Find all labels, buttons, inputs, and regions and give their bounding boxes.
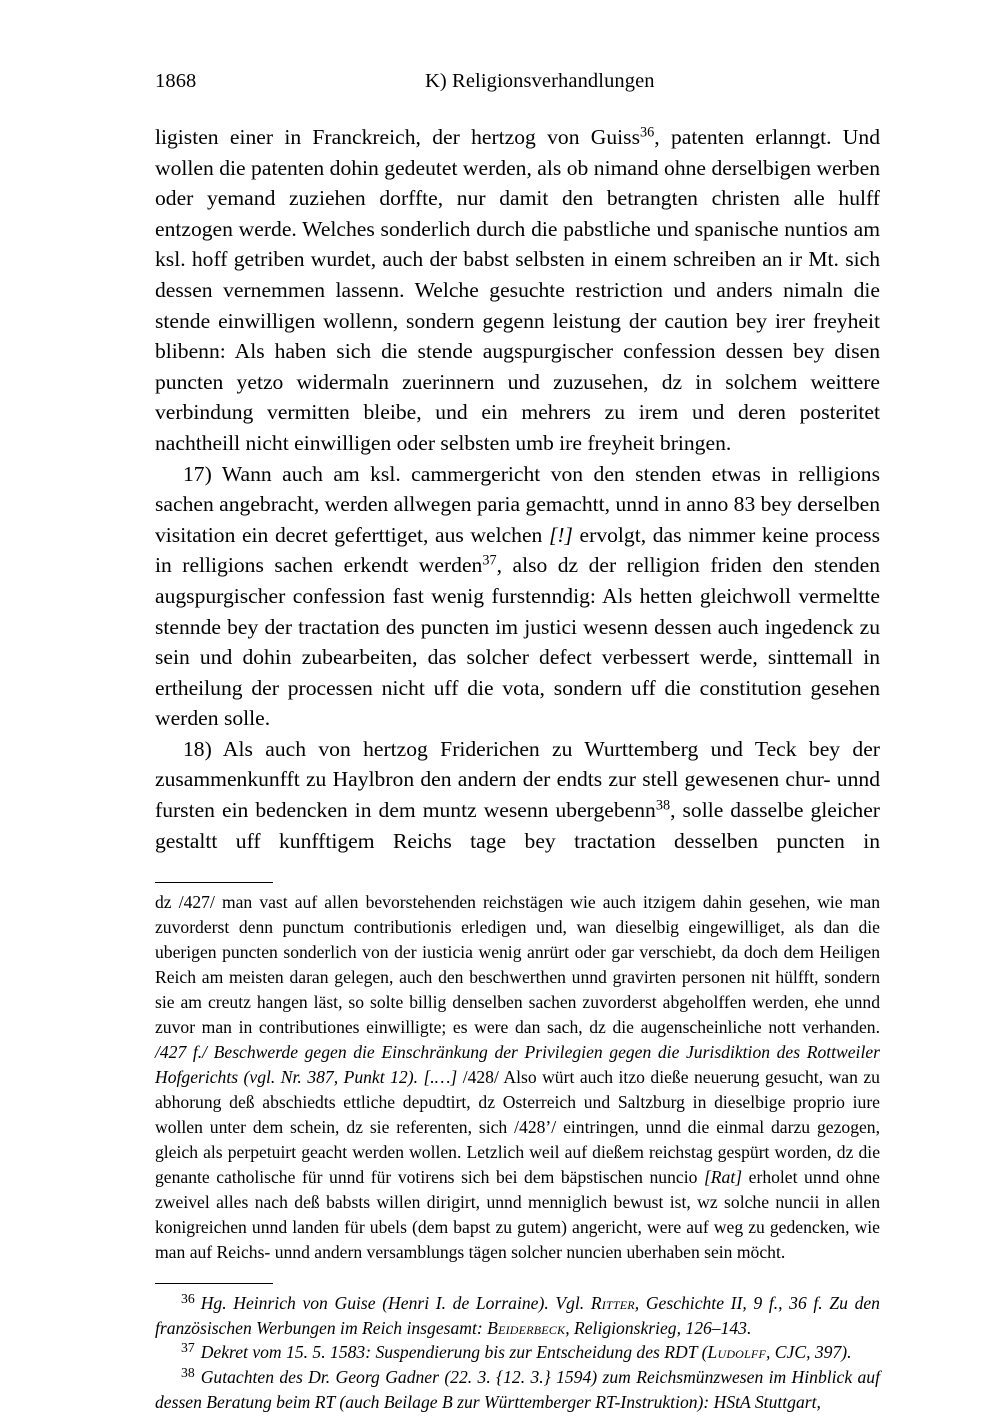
fn-cont-seg5: erholet unnd ohne zweivel alles nach deß babsts willen dirigirt, unnd menniglich bewust ist, wz solche nuncii in allen konigreichen unnd landen für ubels (dem bapst zu gutem) angericht, were auf weg zu gedencken, wie man auf Reichs- unnd andern versamblungs tägen solcher nuncien uberhaben sein möcht. (155, 1167, 880, 1263)
footnote-number-37: 37 (181, 1340, 195, 1356)
fn-cont-seg2-italic: /427 f./ Beschwerde gegen die Einschränkung der Privilegien gegen die Jurisdiktion des Rottweiler Hofgerichts (vgl. Nr. 387, Punkt 12). [.…] (155, 1042, 880, 1088)
body-text (155, 122, 880, 856)
para-17-part1: 17) Wann auch am ksl. cammergericht von den stenden etwas in relligions sachen angebracht, werden allwegen paria gemachtt, unnd in anno 83 bey derselben visitation ein decret geferttiget, aus welchen (155, 461, 880, 547)
fn36-seg1: Hg. Heinrich von Guise (Henri I. de Lorraine). Vgl. (200, 1293, 591, 1314)
paragraph-17 (155, 459, 880, 734)
fn-cont-seg4-italic: [Rat] (703, 1167, 743, 1188)
fn36-seg3: , Religionskrieg, 126–143. (565, 1317, 752, 1338)
fn37-seg2: , CJC, 397). (766, 1342, 852, 1363)
footnote-continuation-block (155, 890, 880, 1265)
para-17-part3: , also dz der relligion friden den stenden augspurgischer confession fast wenig furstenndig: Als hetten gleichwoll vermeltte stennde bey der tractation des puncten im justici wesenn dessen auch ingedenck zu sein und dohin zubearbeiten, das solcher defect verbessert werde, sinttemall in ertheilung der processen nicht uff die vota, sondern uff die constitution gesehen werden solle. (155, 553, 880, 731)
editorial-sic-marker: [!] (548, 522, 573, 547)
running-head (155, 70, 880, 96)
fn36-author-ritter: Ritter (590, 1293, 635, 1314)
para-continued-rest: , patenten erlanngt. Und wollen die patenten dohin gedeutet werden, als ob nimand ohne derselbigen werben oder yemand zuziehen dorffte, nur damit den betrangten christen alle hulff entzogen werde. Welches sonderlich durch die pabstliche und spanische nuntios am ksl. hoff getriben wurdet, auch der babst selbsten in einem schreiben an ir Mt. sich dessen vernemmen lassenn. Welche gesuchte restriction und anders nimaln die stende einwilligen wollenn, sondern gegenn leistung der caution bey irer freyheit blibenn: Als haben sich die stende augspurgischer confession dessen bey disen puncten yetzo widermaln zuerinnern und zuzusehen, dz in solchem weittere verbindung vermitten bleibe, und ein mehrers zu irem und deren posteritet nachtheill nicht einwilligen oder selbsten umb ire freyheit bringen. (155, 125, 880, 455)
page-number: 1868 (155, 70, 197, 92)
footnote-gap (155, 1265, 880, 1283)
page-content (155, 70, 880, 1414)
footnote-item-37 (155, 1340, 880, 1365)
fn36-author-beiderbeck: Beiderbeck (487, 1317, 566, 1338)
para-18-part1: 18) Als auch von hertzog Friderichen zu Wurttemberg und Teck bey der zusammenkunfft zu Haylbron den andern der endts zur stell gewesenen chur- unnd fursten ein bedencken in dem muntz wesenn ubergebenn (155, 736, 880, 823)
fn-cont-seg3: /428/ Also würt auch itzo dieße neuerung gesucht, wan zu abhorung deß abschiedts ettliche depudtirt, dz Osterreich und Saltzburg in dieselbige proprio iure wollen unter dem schein, dz sie referenten, sich /428’/ eintringen, unnd die einmal darzu gezogen, gleich als perpetuirt geacht werden wollen. Letzlich weil auf dießem reichstag gespürt worden, dz die genante catholische für unnd für votirens sich bei dem bäpstischen nuncio (155, 1067, 880, 1188)
fn37-seg1: Dekret vom 15. 5. 1583: Suspendierung bis zur Entscheidung des RDT ( (200, 1342, 708, 1363)
footnote-list (155, 1291, 880, 1414)
fn-cont-seg1: dz /427/ man vast auf allen bevorstehenden reichstägen wie auch itzigem dahin gesehen, wie man zuvorderst denn punctum contributionis erledigen und, wan dieselbig eingewilliget, als dan die uberigen puncten sonderlich von der iusticia wenig anrürt oder gar verschiebt, da doch dem Heiligen Reich am meisten daran gelegen, auch den beschwerthen unnd gravirten personen nit hülfft, sondern sie am creutz hangen läst, so solte billig denselben sachen zuvorderst abgeholffen werden, ehe unnd zuvor man in contributiones einwilligte; es were dan sach, dz die augenscheinliche nott verhanden. (155, 892, 880, 1038)
fn37-author-ludolff: Ludolff (707, 1342, 766, 1363)
paragraph-18 (155, 734, 880, 856)
footnote-number-36: 36 (181, 1291, 195, 1307)
paragraph-continued (155, 122, 880, 459)
footnote-number-38: 38 (181, 1364, 195, 1380)
fn36-seg2: , Geschichte II, 9 f., 36 f. Zu den französischen Werbungen im Reich insgesamt: (155, 1293, 880, 1338)
footnote-separator-rule-bottom (155, 1283, 273, 1284)
para-continued-head: ligisten einer in Franckreich, der hertzog von Guiss (155, 125, 640, 149)
footnote-continuation-text (155, 890, 880, 1265)
footnote-item-38 (155, 1365, 880, 1414)
apparatus-spacer (155, 856, 880, 882)
para-17-part2: ervolgt, das nimmer keine process in relligions sachen erkendt werden (155, 522, 880, 578)
footnote-marker-38: 38 (655, 797, 671, 814)
running-title: K) Religionsverhandlungen (425, 70, 655, 92)
footnote-marker-36: 36 (640, 124, 655, 141)
fn38-seg1: Gutachten des Dr. Georg Gadner (22. 3. {12. 3.} 1594) zum Reichsmünzwesen im Hinblick auf dessen Beratung beim RT (auch Beilage B zur Württemberger RT-Instruktion): HStA Stuttgart, (155, 1367, 880, 1412)
footnote-marker-37: 37 (482, 552, 497, 569)
footnote-item-36 (155, 1291, 880, 1340)
footnote-separator-rule-top (155, 882, 273, 883)
para-18-part2: , solle dasselbe gleicher gestaltt uff kunfftigem Reichs tage bey tractation desselben puncten in (155, 798, 880, 853)
